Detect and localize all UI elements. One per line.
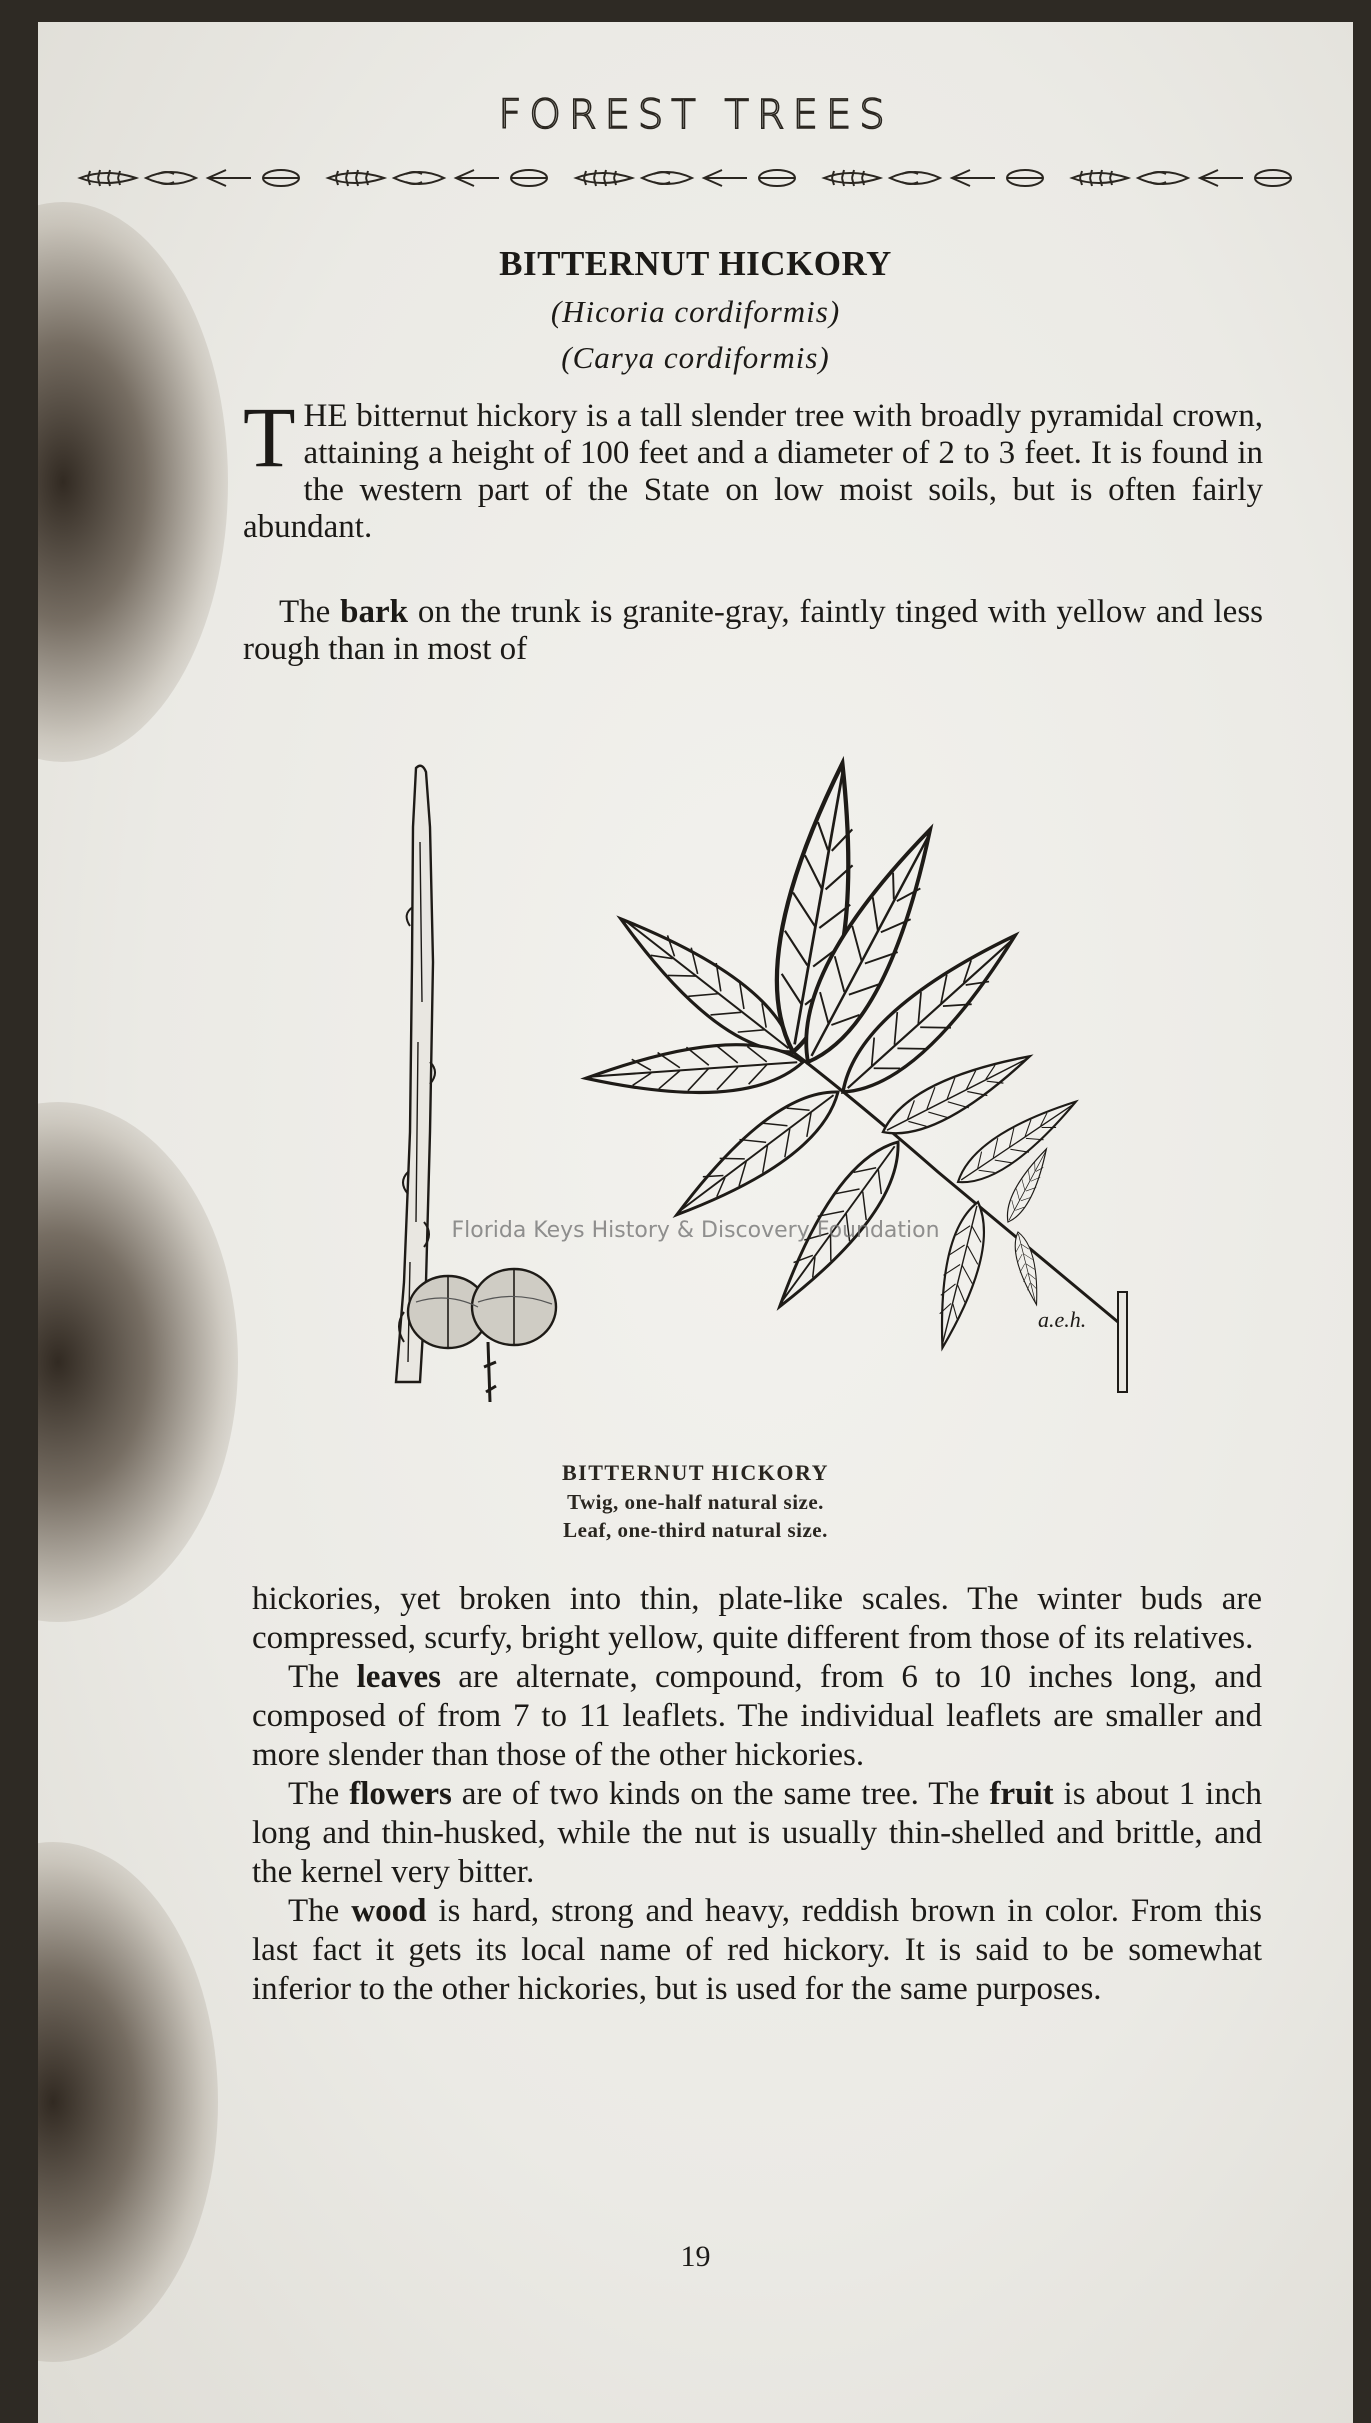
term-wood: wood: [351, 1893, 427, 1929]
book-page: [38, 22, 1353, 2423]
nut-drawing: [408, 1269, 556, 1402]
term-leaves: leaves: [356, 1659, 441, 1695]
illustrator-signature: a.e.h.: [1038, 1307, 1087, 1332]
leaves-paragraph: The leaves are alternate, compound, from 6 to 10 inches long, and composed of from 7 to 11 leaflets. The individual leaflets are smaller and more slender than those of the other hickories.: [252, 1659, 1262, 1773]
scientific-name-carya: (Carya cordiformis): [561, 340, 830, 375]
term-flowers: flowers: [349, 1776, 452, 1812]
watermark: Florida Keys History & Discovery Foundation: [451, 1218, 940, 1243]
wood-paragraph: The wood is hard, strong and heavy, reddish brown in color. From this last fact it gets its local name of red hickory. It is said to be somewhat inferior to the other hickories, but is used for the same purposes.: [252, 1893, 1262, 2007]
compound-leaf: [585, 758, 1086, 1351]
drop-cap: T: [243, 389, 296, 485]
term-fruit: fruit: [989, 1776, 1054, 1812]
caption-twig: Twig, one-half natural size.: [567, 1490, 824, 1514]
article-title: BITTERNUT HICKORY: [499, 244, 892, 283]
burn-stain-upper: [38, 202, 228, 762]
burn-stain-middle: [38, 1102, 238, 1622]
caption-title: BITTERNUT HICKORY: [562, 1460, 829, 1485]
ornament-border: [76, 162, 1316, 194]
caption-leaf: Leaf, one-third natural size.: [563, 1518, 828, 1542]
intro-paragraph-text: HE bitternut hickory is a tall slender tree with broadly pyramidal crown, attaining a height of 100 feet and a diameter of 2 to 3 feet. It is found in the western part of the State on low moist soils, but is often fairly abundant.: [243, 398, 1263, 545]
term-bark: bark: [340, 594, 409, 630]
flowers-paragraph: The flowers are of two kinds on the same tree. The fruit is about 1 inch long and thin-husked, while the nut is usually thin-shelled and brittle, and the kernel very bitter.: [252, 1776, 1262, 1890]
page-number: 19: [680, 2240, 711, 2273]
hickory-illustration: [338, 702, 1168, 1442]
bark-continuation-paragraph: hickories, yet broken into thin, plate-like scales. The winter buds are compressed, scurfy, bright yellow, quite different from those of its relatives.: [252, 1581, 1262, 1656]
scientific-name-hicoria: (Hicoria cordiformis): [550, 294, 841, 329]
running-head: FOREST TREES: [498, 92, 893, 138]
continuation-text: [252, 1580, 1262, 2009]
intro-paragraph: [243, 389, 1263, 546]
bark-paragraph: The bark on the trunk is granite-gray, faintly tinged with yellow and less rough than in most of: [243, 594, 1264, 667]
burn-stain-lower: [38, 1842, 218, 2362]
